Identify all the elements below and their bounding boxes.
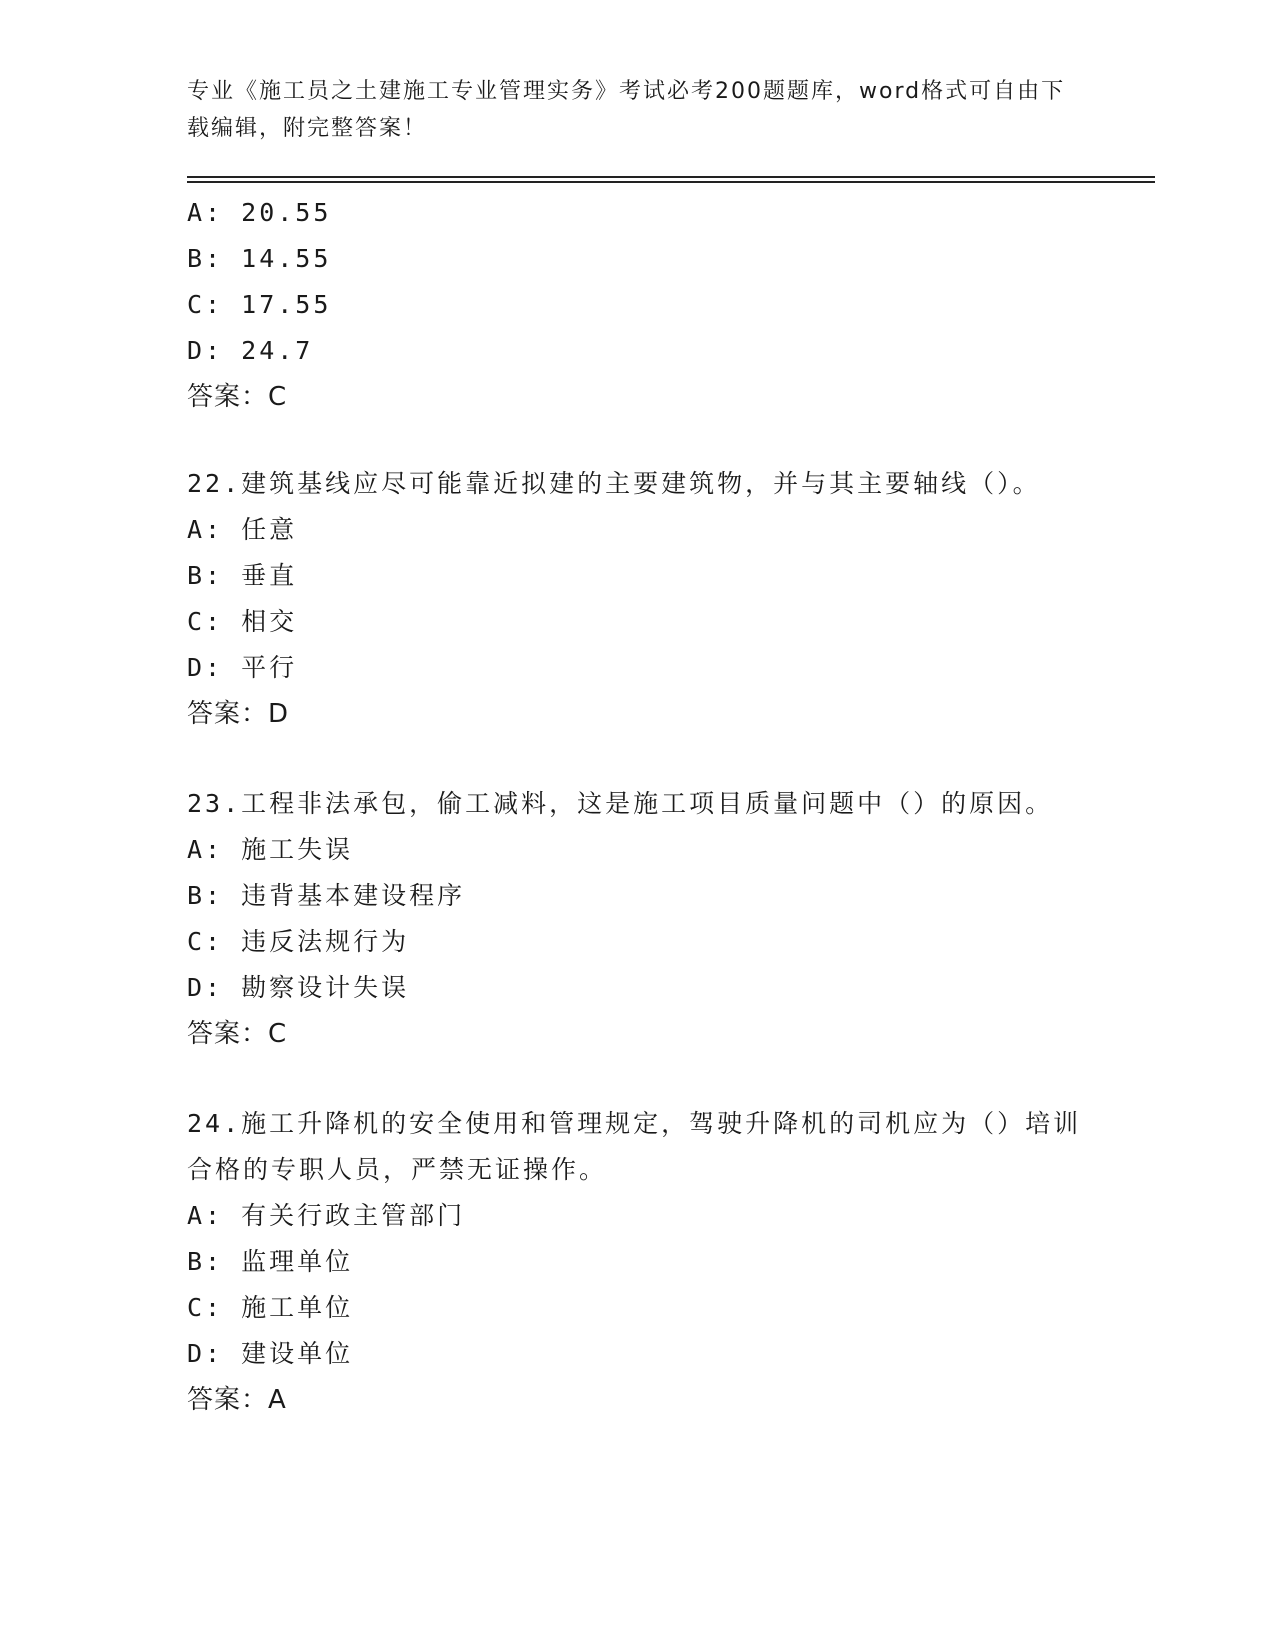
option-a: A: 任意 bbox=[187, 515, 298, 544]
question-text: 23.工程非法承包，偷工减料，这是施工项目质量问题中（）的原因。 bbox=[187, 789, 1054, 818]
option-d: D: 建设单位 bbox=[187, 1339, 354, 1368]
option-c: C: 相交 bbox=[187, 607, 298, 636]
question-23 bbox=[187, 781, 1087, 1057]
question-21 bbox=[187, 190, 1087, 420]
option-b: B: 监理单位 bbox=[187, 1247, 354, 1276]
option-c: C: 施工单位 bbox=[187, 1293, 354, 1322]
option-b: B: 垂直 bbox=[187, 561, 298, 590]
header-divider-bottom bbox=[187, 181, 1155, 183]
option-a: A: 施工失误 bbox=[187, 835, 354, 864]
document-header: 专业《施工员之土建施工专业管理实务》考试必考200题题库，word格式可自由下载编辑，附完整答案！ bbox=[187, 79, 1066, 141]
option-c: C: 违反法规行为 bbox=[187, 927, 410, 956]
answer: 答案：D bbox=[187, 699, 290, 729]
header-divider-top bbox=[187, 176, 1155, 178]
question-24 bbox=[187, 1101, 1087, 1423]
question-text: 22.建筑基线应尽可能靠近拟建的主要建筑物，并与其主要轴线（）。 bbox=[187, 469, 1041, 498]
answer: 答案：C bbox=[187, 1019, 288, 1049]
answer: 答案：A bbox=[187, 1385, 287, 1415]
option-b: B: 违背基本建设程序 bbox=[187, 881, 466, 910]
option-b: B: 14.55 bbox=[187, 244, 332, 273]
option-a: A: 20.55 bbox=[187, 198, 332, 227]
question-text: 24.施工升降机的安全使用和管理规定，驾驶升降机的司机应为（）培训合格的专职人员，严禁无证操作。 bbox=[187, 1109, 1082, 1184]
option-d: D: 勘察设计失误 bbox=[187, 973, 410, 1002]
option-c: C: 17.55 bbox=[187, 290, 332, 319]
question-22 bbox=[187, 461, 1087, 737]
option-a: A: 有关行政主管部门 bbox=[187, 1201, 466, 1230]
option-d: D: 24.7 bbox=[187, 336, 314, 365]
answer: 答案：C bbox=[187, 382, 288, 412]
option-d: D: 平行 bbox=[187, 653, 298, 682]
